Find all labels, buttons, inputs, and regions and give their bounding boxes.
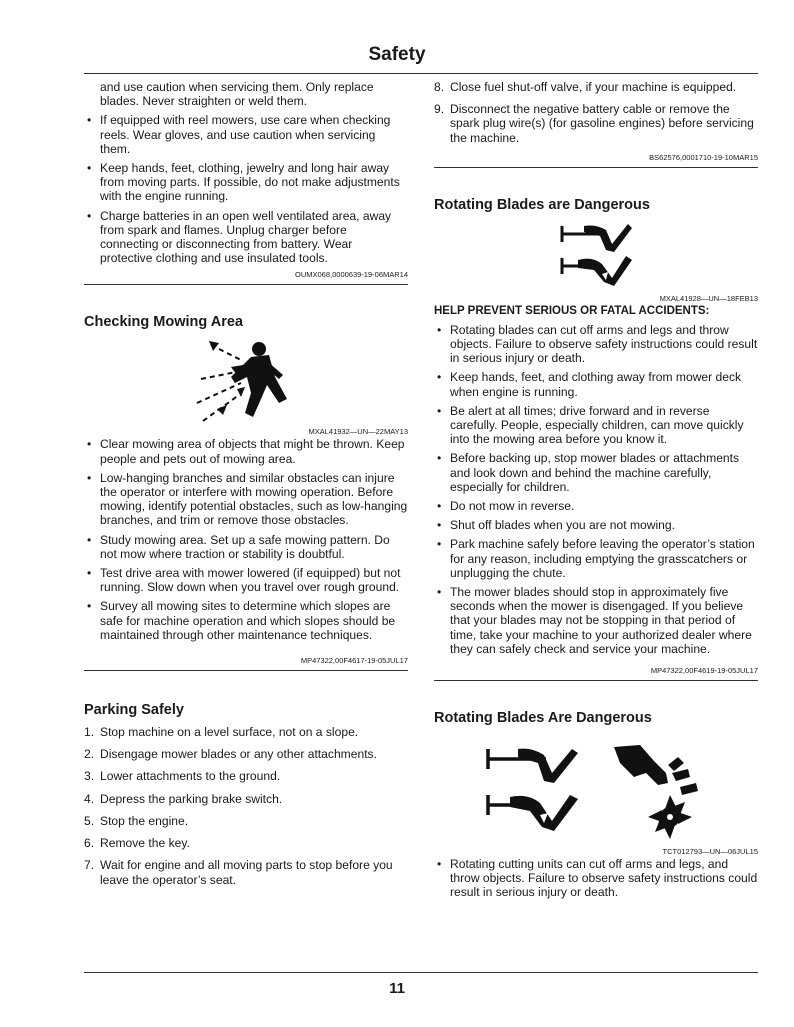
figure-code: MXAL41932—UN—22MAY13 [308, 427, 408, 437]
step-item [84, 769, 408, 783]
section-title: Checking Mowing Area [84, 314, 243, 331]
left-column [84, 80, 408, 895]
section-title: Parking Safely [84, 702, 184, 719]
footer-rule [84, 972, 758, 973]
step-text: Close fuel shut-off valve, if your machine is equipped. [450, 80, 737, 94]
list-item: • Keep hands, feet, and clothing away from mower deck when engine is running. [434, 370, 758, 398]
list-item: • Charge batteries in an open well ventilated area, away from spark and flames. Unplug charger before connecting or disconnecting from battery. Wear protective clothing and use insulated tools. [84, 209, 408, 266]
figure-code: TCT012793—UN—06JUL15 [662, 847, 758, 857]
step-item [84, 836, 408, 850]
step-item [84, 747, 408, 761]
step-number: 7. [84, 858, 95, 873]
step-number: 5. [84, 813, 95, 828]
list-item: • Clear mowing area of objects that might be thrown. Keep people and pets out of mowing area. [84, 437, 408, 465]
list-item: • Rotating cutting units can cut off arms and legs, and throw objects. Failure to observe safety instructions could result in serious injury or death. [434, 857, 758, 900]
list-item: • Shut off blades when you are not mowing. [434, 518, 758, 532]
step-number: 1. [84, 725, 95, 740]
cutting-unit-hand-icon [610, 743, 710, 843]
list-item: • Keep hands, feet, clothing, jewelry and long hair away from moving parts. If possible, do not make adjustments with the engine running. [84, 161, 408, 204]
section-title: Rotating Blades are Dangerous [434, 196, 650, 213]
list-item: • Rotating blades can cut off arms and legs and throw objects. Failure to observe safety instructions could result in serious injury or death. [434, 323, 758, 366]
list-item: • Test drive area with mower lowered (if equipped) but not running. Slow down when you travel over rough ground. [84, 566, 408, 594]
rotating-blades-section-2 [434, 681, 758, 900]
reference-code: BS62576,0001710-19-10MAR15 [649, 152, 758, 162]
step-number: 4. [84, 791, 95, 806]
figure [434, 220, 758, 290]
rotating-blades-section-1 [434, 168, 758, 681]
step-number: 8. [434, 80, 445, 94]
reference-code: OUMX068,0000639-19-06MAR14 [295, 270, 408, 280]
figure [434, 743, 758, 843]
list-item: • Be alert at all times; drive forward and in reverse carefully. People, especially children, can move quickly into the mowing area before you know it. [434, 404, 758, 447]
step-number: 3. [84, 769, 95, 784]
rotating-blade-foot-hand-icon [556, 220, 636, 290]
step-item [84, 725, 408, 739]
list-item: • The mower blades should stop in approximately five seconds when the mower is disengaged. If you believe that your blades may not be stopping in that period of time, take your machine to your authorized dealer where they can safely check and service your machine. [434, 585, 758, 656]
step-item [434, 80, 758, 94]
page-number: 11 [389, 980, 405, 997]
step-number: 9. [434, 102, 445, 117]
step-number: 2. [84, 747, 95, 762]
figure-code: MXAL41928—UN—18FEB13 [659, 293, 758, 303]
step-text: Disconnect the negative battery cable or remove the spark plug wire(s) (for gasoline engines) before servicing the machine. [450, 102, 754, 145]
list-item: • Low-hanging branches and similar obstacles can injure the operator or interfere with mowing operation. Before mowing, identify potential obstacles, such as low-hanging branches, and trim or remove those obstacles. [84, 471, 408, 528]
continued-steps-section [434, 80, 758, 168]
reference-code: MP47322,00F4619-19-05JUL17 [650, 666, 758, 676]
checking-mowing-area-section [84, 285, 408, 671]
step-text: Stop the engine. [100, 813, 189, 828]
step-text: Disengage mower blades or any other attachments. [100, 747, 377, 762]
warning-heading: HELP PREVENT SERIOUS OR FATAL ACCIDENTS: [434, 304, 710, 317]
list-item: • Park machine safely before leaving the operator’s station for any reason, including emptying the grasscatchers or unplugging the chute. [434, 537, 758, 580]
step-text: Lower attachments to the ground. [100, 769, 281, 784]
rotating-blade-foot-hand-icon [482, 743, 582, 833]
list-item: • Survey all mowing sites to determine which slopes are safe for machine operation and which slopes should be maintained through other maintenance techniques. [84, 599, 408, 642]
step-number: 6. [84, 836, 95, 851]
step-item [84, 858, 408, 886]
step-text: Remove the key. [100, 836, 190, 851]
list-item: • Study mowing area. Set up a safe mowing pattern. Do not mow where traction or stability is doubtful. [84, 533, 408, 561]
continued-safety-section [84, 80, 408, 285]
list-item: • Before backing up, stop mower blades or attachments and look down and behind the machine carefully, especially for children. [434, 451, 758, 494]
step-text: Depress the parking brake switch. [100, 791, 283, 806]
list-item: • Do not mow in reverse. [434, 499, 758, 513]
step-item [434, 102, 758, 145]
reference-code: MP47322,00F4617-19-05JUL17 [300, 656, 408, 666]
parking-safely-section [84, 671, 408, 887]
step-item [84, 814, 408, 828]
page-title: Safety [368, 44, 426, 65]
list-item: • If equipped with reel mowers, use care when checking reels. Wear gloves, and use caution when servicing them. [84, 113, 408, 156]
step-item [84, 792, 408, 806]
figure [84, 337, 408, 427]
step-text: Stop machine on a level surface, not on a slope. [100, 725, 359, 740]
header-rule [84, 73, 758, 74]
thrown-objects-warning-icon [191, 337, 301, 427]
list-item: and use caution when servicing them. Only replace blades. Never straighten or weld them. [100, 80, 374, 109]
section-title: Rotating Blades Are Dangerous [434, 710, 652, 727]
step-text: Wait for engine and all moving parts to stop before you leave the operator’s seat. [100, 858, 393, 887]
right-column [434, 80, 758, 905]
